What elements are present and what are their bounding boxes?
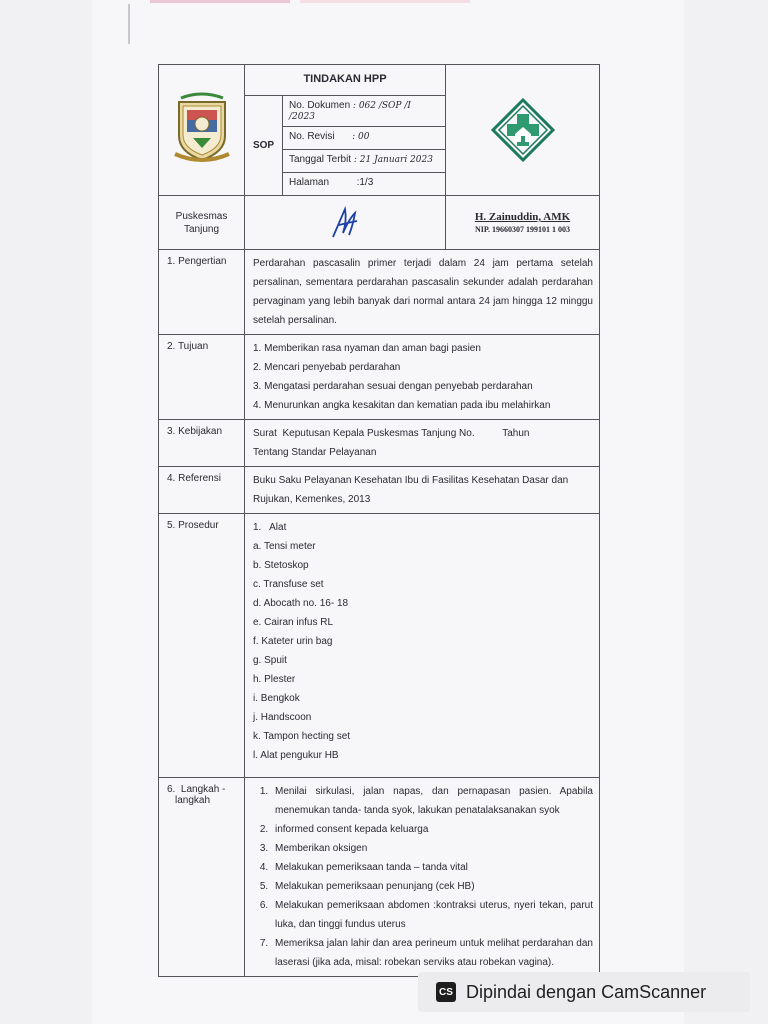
list-item: f. Kateter urin bag (253, 636, 333, 647)
org-line-1: Puskesmas (175, 210, 228, 222)
list-item: e. Cairan infus RL (253, 617, 334, 628)
list-item: 4. Melakukan pemeriksaan tanda – tanda vital (271, 858, 593, 877)
tanggal-terbit-row (283, 150, 446, 173)
section-prosedur (245, 514, 600, 778)
halaman-value: :1/3 (356, 177, 374, 188)
no-dokumen-value: : 062 /SOP /I /2023 (289, 101, 411, 122)
section-label-prosedur: 5. Prosedur (159, 514, 245, 778)
camscanner-text: Dipindai dengan CamScanner (466, 981, 707, 1002)
prosedur-heading: 1. Alat (253, 522, 287, 533)
regional-emblem-icon (159, 65, 245, 196)
list-item: 1. Memberikan rasa nyaman dan aman bagi pasien (253, 343, 481, 354)
list-item: 4. Menurunkan angka kesakitan dan kematian pada ibu melahirkan (253, 400, 551, 411)
list-item: 5. Melakukan pemeriksaan penunjang (cek HB) (271, 877, 593, 896)
list-item: 3. Mengatasi perdarahan sesuai dengan penyebab perdarahan (253, 381, 533, 392)
scan-mark (150, 0, 290, 3)
langkah-label-line-2: langkah (175, 795, 211, 806)
list-item: 7. Memeriksa jalan lahir dan area perineum untuk melihat perdarahan dan laserasi (jika ada, misal: robekan serviks atau robekan vagina). (271, 934, 593, 972)
section-label-tujuan: 2. Tujuan (159, 335, 245, 420)
list-item: 3. Memberikan oksigen (271, 839, 593, 858)
list-item: 2. Mencari penyebab perdarahan (253, 362, 401, 373)
section-label-langkah (159, 778, 245, 977)
list-item: a. Tensi meter (253, 541, 316, 552)
signature-icon (245, 196, 446, 250)
list-item: 6. Melakukan pemeriksaan abdomen :kontraksi uterus, nyeri tekan, parut luka, dan tinggi fundus uterus (271, 896, 593, 934)
scan-mark (300, 0, 470, 3)
org-line-2: Tanjung (183, 223, 220, 235)
section-label-kebijakan: 3. Kebijakan (159, 420, 245, 467)
kebijakan-line-2: Tentang Standar Pelayanan (253, 447, 377, 458)
section-pengertian-text: Perdarahan pascasalin primer terjadi dalam 24 jam pertama setelah persalinan, sementara perdarahan pascasalin sekunder adalah perdarahan pervaginam yang lebih banyak dari normal antara 24 jam hingga 12 minggu setelah persalinan. (245, 250, 600, 335)
section-langkah (245, 778, 600, 977)
document-title: TINDAKAN HPP (245, 65, 446, 96)
official-block (446, 196, 600, 250)
no-revisi-value: : 00 (352, 132, 370, 142)
official-name: H. Zainuddin, AMK (474, 211, 571, 223)
tujuan-list (253, 339, 593, 415)
sop-table (158, 64, 600, 977)
halaman-label: Halaman (289, 177, 330, 188)
section-tujuan (245, 335, 600, 420)
tanggal-terbit-value: : 21 Januari 2023 (353, 155, 433, 165)
langkah-label-line-1: 6. Langkah - (167, 784, 226, 795)
list-item: 2. informed consent kepada keluarga (271, 820, 593, 839)
list-item: j. Handscoon (253, 712, 312, 723)
scan-fold-line (128, 4, 130, 44)
camscanner-watermark (418, 972, 750, 1012)
list-item: c. Transfuse set (253, 579, 324, 590)
halaman-row (283, 173, 446, 196)
no-revisi-row (283, 127, 446, 150)
official-nip: NIP. 19660307 199101 1 003 (474, 225, 571, 234)
kebijakan-line-1: Surat Keputusan Kepala Puskesmas Tanjung No. Tahun (253, 428, 530, 439)
section-label-pengertian: 1. Pengertian (159, 250, 245, 335)
list-item: h. Plester (253, 674, 296, 685)
list-item: d. Abocath no. 16- 18 (253, 598, 349, 609)
list-item: 1. Menilai sirkulasi, jalan napas, dan pernapasan pasien. Apabila menemukan tanda- tanda syok, lakukan penatalaksanakan syok (271, 782, 593, 820)
org-name (159, 196, 245, 250)
sop-label: SOP (245, 96, 283, 196)
langkah-steps (253, 782, 593, 972)
no-dokumen-label: No. Dokumen (289, 100, 351, 111)
tanggal-terbit-label: Tanggal Terbit (289, 154, 352, 165)
list-item: l. Alat pengukur HB (253, 750, 339, 761)
no-revisi-label: No. Revisi (289, 131, 335, 142)
health-cross-icon (446, 65, 600, 196)
section-kebijakan (245, 420, 600, 467)
section-label-referensi: 4. Referensi (159, 467, 245, 514)
section-referensi-text: Buku Saku Pelayanan Kesehatan Ibu di Fasilitas Kesehatan Dasar dan Rujukan, Kemenkes, 2013 (245, 467, 600, 514)
no-dokumen-row (283, 96, 446, 127)
list-item: g. Spuit (253, 655, 287, 666)
list-item: b. Stetoskop (253, 560, 309, 571)
list-item: k. Tampon hecting set (253, 731, 351, 742)
camscanner-logo-icon: CS (436, 982, 456, 1002)
list-item: i. Bengkok (253, 693, 300, 704)
alat-list (253, 537, 593, 765)
